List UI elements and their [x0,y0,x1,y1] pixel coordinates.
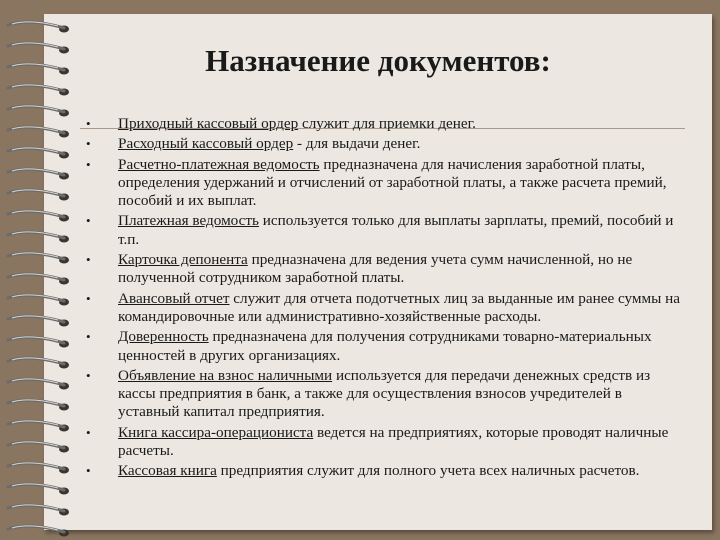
list-item [86,367,686,422]
page-title: Назначение документов: [205,43,551,78]
list-item [86,156,686,211]
bullet-icon: • [86,213,91,229]
document-description: служит для приемки денег. [298,115,476,132]
binding-ring-icon [8,400,69,411]
list-item [86,135,686,153]
list-item [86,212,686,249]
binding-ring-icon [8,85,69,96]
bullet-icon: • [86,116,91,131]
bullet-icon: • [86,290,91,306]
document-term: Приходный кассовый ордер [118,115,299,132]
bullet-icon: • [86,367,91,383]
document-description: - для выдачи денег. [293,135,421,153]
binding-ring-icon [8,22,69,33]
binding-ring-icon [8,274,69,285]
document-list [86,115,686,483]
binding-ring-icon [8,463,69,474]
document-term: Книга кассира-операциониста [118,423,314,441]
bullet-icon: • [86,329,91,345]
binding-ring-icon [8,211,69,222]
binding-ring-icon [8,337,69,348]
list-item [86,115,686,133]
binding-ring-icon [8,505,69,516]
bullet-icon: • [86,156,91,172]
document-description: ведется на предприятиях, которые проводят наличные расчеты. [118,423,669,460]
binding-ring-icon [8,421,69,432]
document-term: Платежная ведомость [118,212,259,230]
binding-ring-icon [8,106,69,117]
document-description: служит для отчета подотчетных лиц за выданные им ранее суммы на командировочные или административно-хозяйственные расходы. [118,289,681,325]
bullet-icon: • [86,136,91,152]
binding-ring-icon [8,295,69,306]
document-term: Расчетно-платежная ведомость [118,155,320,173]
binding-ring-icon [8,253,69,264]
document-description: предприятия служит для полного учета всех наличных расчетов. [216,462,640,480]
binding-ring-icon [8,316,69,327]
binding-ring-icon [8,190,69,201]
binding-ring-icon [8,127,69,138]
document-term: Объявление на взнос наличными [118,366,333,384]
list-item [86,251,686,288]
document-term: Доверенность [118,328,209,346]
binding-ring-icon [8,442,69,453]
document-term: Карточка депонента [118,251,248,269]
document-description: предназначена для ведения учета сумм начисленной, но не полученной сотрудником заработной платы. [118,251,633,287]
binding-ring-icon [8,148,69,159]
list-item [86,290,686,327]
binding-ring-icon [8,169,69,180]
binding-ring-icon [8,379,69,390]
document-term: Расходный кассовый ордер [118,135,294,153]
document-term: Кассовая книга [118,462,217,480]
list-item [86,424,686,461]
document-description: предназначена для начисления заработной платы, определения удержаний и отчислений от заработной платы, а также расчета премий, пособий и их выплат. [118,155,667,210]
bullet-icon: • [86,252,91,268]
binding-ring-icon [8,358,69,369]
binding-ring-icon [8,526,69,537]
binding-ring-icon [8,484,69,495]
document-description: используется только для выплаты зарплаты, премий, пособий и т.п. [118,212,674,248]
document-term: Авансовый отчет [118,289,230,307]
document-description: используется для передачи денежных средств из кассы предприятия в банк, а также для осуществления взносов учредителей в уставный капитал предприятия. [118,366,651,421]
bullet-icon: • [86,463,91,479]
bullet-icon: • [86,424,91,440]
list-item [86,462,686,480]
spiral-binding-icon [0,0,80,540]
document-description: предназначена для получения сотрудниками товарно-материальных ценностей в других организациях. [118,328,652,364]
binding-ring-icon [8,232,69,243]
list-item [86,328,686,365]
